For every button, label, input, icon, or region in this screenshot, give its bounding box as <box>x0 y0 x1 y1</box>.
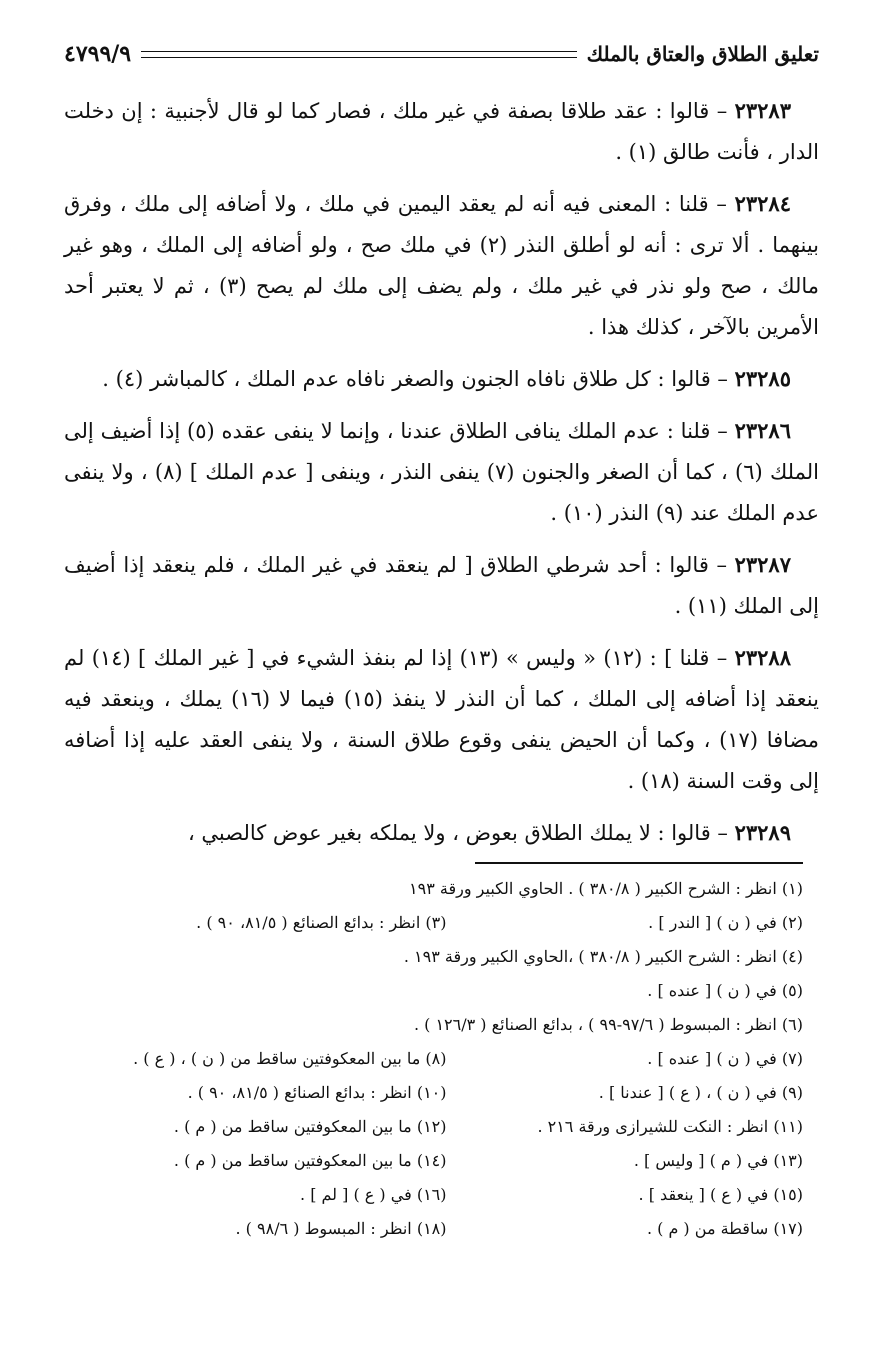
paragraph-text: – قالوا : لا يملك الطلاق بعوض ، ولا يملكه بغير عوض كالصبي ، <box>187 821 735 845</box>
footnote: (٧) في ( ن ) [ عنده ] . <box>647 1049 803 1068</box>
paragraph-number: ٢٣٢٨٥ <box>734 366 791 391</box>
footnote-row <box>90 940 803 974</box>
footnote: (٥) في ( ن ) [ عنده ] . <box>647 981 803 1000</box>
paragraph-number: ٢٣٢٨٧ <box>734 552 791 577</box>
paragraph-number: ٢٣٢٨٣ <box>734 98 791 123</box>
footnote: (١٠) انظر : بدائع الصنائع ( ٨١/٥، ٩٠ ) . <box>187 1083 447 1102</box>
footnote: (٣) انظر : بدائع الصنائع ( ٨١/٥، ٩٠ ) . <box>196 913 447 932</box>
paragraph-text: – قالوا : كل طلاق نافاه الجنون والصغر نافاه عدم الملك ، كالمباشر (٤) . <box>102 367 735 391</box>
footnote: (٢) في ( ن ) [ الندر ] . <box>648 913 803 932</box>
footnote-row <box>90 1144 803 1178</box>
paragraph-text: – قالوا : أحد شرطي الطلاق [ لم ينعقد في غير الملك ، فلم ينعقد إذا أضيف إلى الملك (١١) . <box>64 553 819 618</box>
footnote-row <box>90 1076 803 1110</box>
footnote: (١٨) انظر : المبسوط ( ٩٨/٦ ) . <box>235 1219 447 1238</box>
paragraph-text: – قالوا : عقد طلاقا بصفة في غير ملك ، فصار كما لو قال لأجنبية : إن دخلت الدار ، فأنت طالق (١) . <box>64 99 819 164</box>
page-number: ٤٧٩٩/٩ <box>64 41 132 67</box>
paragraph <box>64 410 819 534</box>
page-header <box>64 34 819 74</box>
paragraph <box>64 183 819 348</box>
footnote: (١) انظر : الشرح الكبير ( ٣٨٠/٨ ) . الحاوي الكبير ورقة ١٩٣ <box>409 879 803 898</box>
footnote: (١١) انظر : النكت للشيرازى ورقة ٢١٦ . <box>537 1117 803 1136</box>
footnote-row <box>90 1008 803 1042</box>
footnote: (١٢) ما بين المعكوفتين ساقط من ( م ) . <box>173 1117 447 1136</box>
footnote: (٦) انظر : المبسوط ( ٩٧/٦-٩٩ ) ، بدائع الصنائع ( ١٢٦/٣ ) . <box>413 1015 803 1034</box>
paragraph <box>64 358 819 400</box>
footnote: (١٥) في ( ع ) [ ينعقد ] . <box>638 1185 803 1204</box>
paragraph-number: ٢٣٢٨٨ <box>734 645 791 670</box>
footnote: (١٤) ما بين المعكوفتين ساقط من ( م ) . <box>173 1151 447 1170</box>
footnote: (٤) انظر : الشرح الكبير ( ٣٨٠/٨ ) ،الحاوي الكبير ورقة ١٩٣ . <box>403 947 803 966</box>
footnotes <box>90 872 803 1246</box>
footnote-row <box>90 1212 803 1246</box>
header-rule <box>141 51 577 58</box>
paragraph <box>64 90 819 173</box>
paragraph <box>64 637 819 802</box>
footnote-row <box>90 1110 803 1144</box>
footnote: (١٦) في ( ع ) [ لم ] . <box>300 1185 447 1204</box>
footnote: (٩) في ( ن ) ، ( ع ) [ عندنا ] . <box>598 1083 803 1102</box>
paragraph-text: – قلنا : المعنى فيه أنه لم يعقد اليمين في ملك ، ولا أضافه إلى ملك ، وفرق بينهما . ألا ترى : أنه لو أطلق النذر (٢) في ملك صح ، ولو أضافه إلى الملك ، وهو غير مالك ، صح ولو نذر في غير ملك ، ولم يضف إلى ملك لم يصح (٣) ، ثم لا يعتبر أحد الأمرين بالآخر ، كذلك هذا . <box>64 192 819 339</box>
footnote: (١٧) ساقطة من ( م ) . <box>646 1219 803 1238</box>
paragraph <box>64 544 819 627</box>
running-title: تعليق الطلاق والعتاق بالملك <box>586 42 819 66</box>
footnote: (٨) ما بين المعكوفتين ساقط من ( ن ) ، ( ع ) . <box>133 1049 447 1068</box>
footnote-separator <box>475 862 803 864</box>
paragraph-text: – قلنا ] : (١٢) « وليس » (١٣) إذا لم بنفذ الشيء في [ غير الملك ] (١٤) لم ينعقد إذا أضافه إلى الملك ، كما أن النذر لا ينفذ (١٥) فيما لا (١٦) يملك ، وينعقد فيه مضافا (١٧) ، وكما أن الحيض ينفى وقوع طلاق السنة ، ولا ينفى العقد عليه إذا أضافه إلى وقت السنة (١٨) . <box>64 646 819 793</box>
footnote-row <box>90 906 803 940</box>
main-text <box>64 90 819 864</box>
footnote-row <box>90 974 803 1008</box>
paragraph-number: ٢٣٢٨٦ <box>734 418 791 443</box>
paragraph-text: – قلنا : عدم الملك ينافى الطلاق عندنا ، وإنما لا ينفى عقده (٥) إذا أضيف إلى الملك (٦) ، كما أن الصغر والجنون (٧) ينفى النذر ، وينفى [ عدم الملك ] (٨) ، ولا ينفى عدم الملك عند (٩) النذر (١٠) . <box>64 419 819 525</box>
paragraph <box>64 812 819 854</box>
footnote-row <box>90 1178 803 1212</box>
paragraph-number: ٢٣٢٨٤ <box>734 191 791 216</box>
footnote: (١٣) في ( م ) [ وليس ] . <box>633 1151 803 1170</box>
paragraph-number: ٢٣٢٨٩ <box>734 820 791 845</box>
footnote-row <box>90 1042 803 1076</box>
footnote-row <box>90 872 803 906</box>
